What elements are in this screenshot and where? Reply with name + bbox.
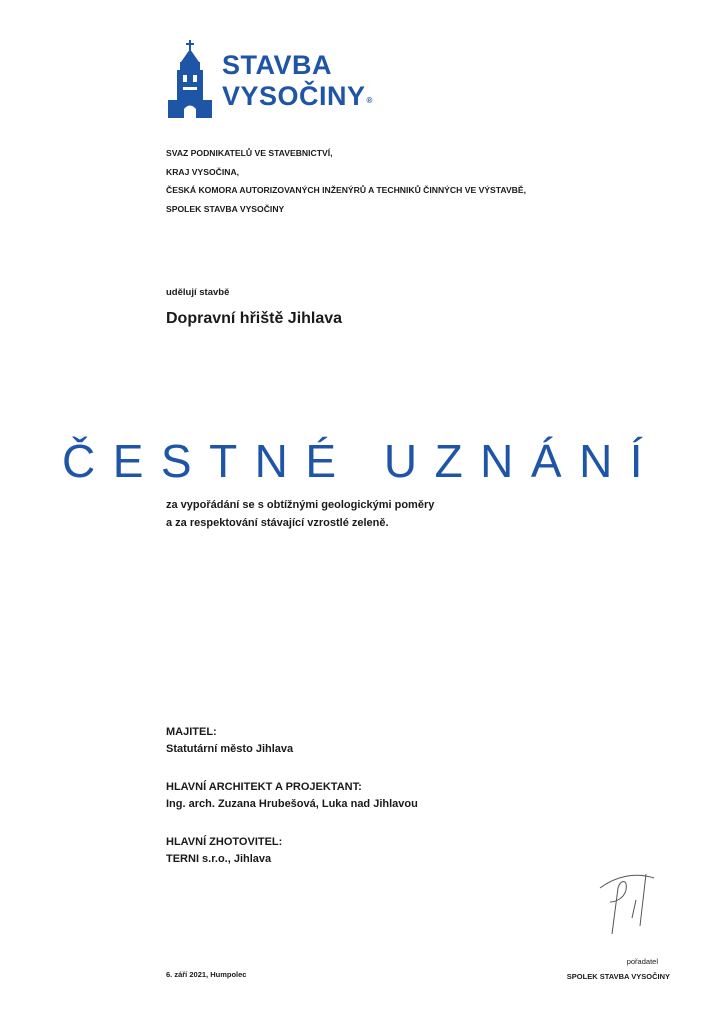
architect-section xyxy=(166,779,418,813)
contractor-section xyxy=(166,834,282,868)
owner-label: MAJITEL: xyxy=(166,726,217,738)
reason-line: za vypořádání se s obtížnými geologickými poměry xyxy=(166,499,435,511)
logo-line-2 xyxy=(222,81,373,112)
contractor-label: HLAVNÍ ZHOTOVITEL: xyxy=(166,836,283,848)
building-name: Dopravní hřiště Jihlava xyxy=(166,310,343,327)
architect-value: Ing. arch. Zuzana Hrubešová, Luka nad Jihlavou xyxy=(166,798,418,810)
handwritten-signature xyxy=(596,868,666,936)
organizer-line: ČESKÁ KOMORA AUTORIZOVANÝCH INŽENÝRŮ A TECHNIKŮ ČINNÝCH VE VÝSTAVBĚ, xyxy=(166,185,526,196)
reason-line: a za respektování stávající vzrostlé zeleně. xyxy=(166,517,389,529)
owner-section xyxy=(166,724,293,758)
tower-logo-icon xyxy=(166,40,214,118)
architect-label: HLAVNÍ ARCHITEKT A PROJEKTANT: xyxy=(166,781,362,793)
award-reason xyxy=(166,496,434,532)
organizers-list xyxy=(166,144,526,218)
organizer-role: pořadatel xyxy=(626,957,658,966)
registered-mark: ® xyxy=(366,96,373,105)
logo-wordmark xyxy=(222,50,373,112)
award-intro: udělují stavbě xyxy=(166,287,230,298)
organizer-line: SPOLEK STAVBA VYSOČINY xyxy=(166,203,285,214)
logo-line-2-text: VYSOČINY xyxy=(222,81,366,111)
contractor-value: TERNI s.r.o., Jihlava xyxy=(166,853,272,865)
organizer-name: SPOLEK STAVBA VYSOČINY xyxy=(566,972,670,981)
honor-title: ČESTNÉ UZNÁNÍ xyxy=(62,435,661,487)
organizer-block xyxy=(520,954,670,984)
owner-value: Statutární město Jihlava xyxy=(166,743,294,755)
stavba-vysociny-logo xyxy=(166,40,416,120)
organizer-line: KRAJ VYSOČINA, xyxy=(166,166,240,177)
organizer-line: SVAZ PODNIKATELŮ VE STAVEBNICTVÍ, xyxy=(166,148,333,158)
date-place: 6. září 2021, Humpolec xyxy=(166,970,247,979)
logo-line-1: STAVBA xyxy=(222,50,332,80)
